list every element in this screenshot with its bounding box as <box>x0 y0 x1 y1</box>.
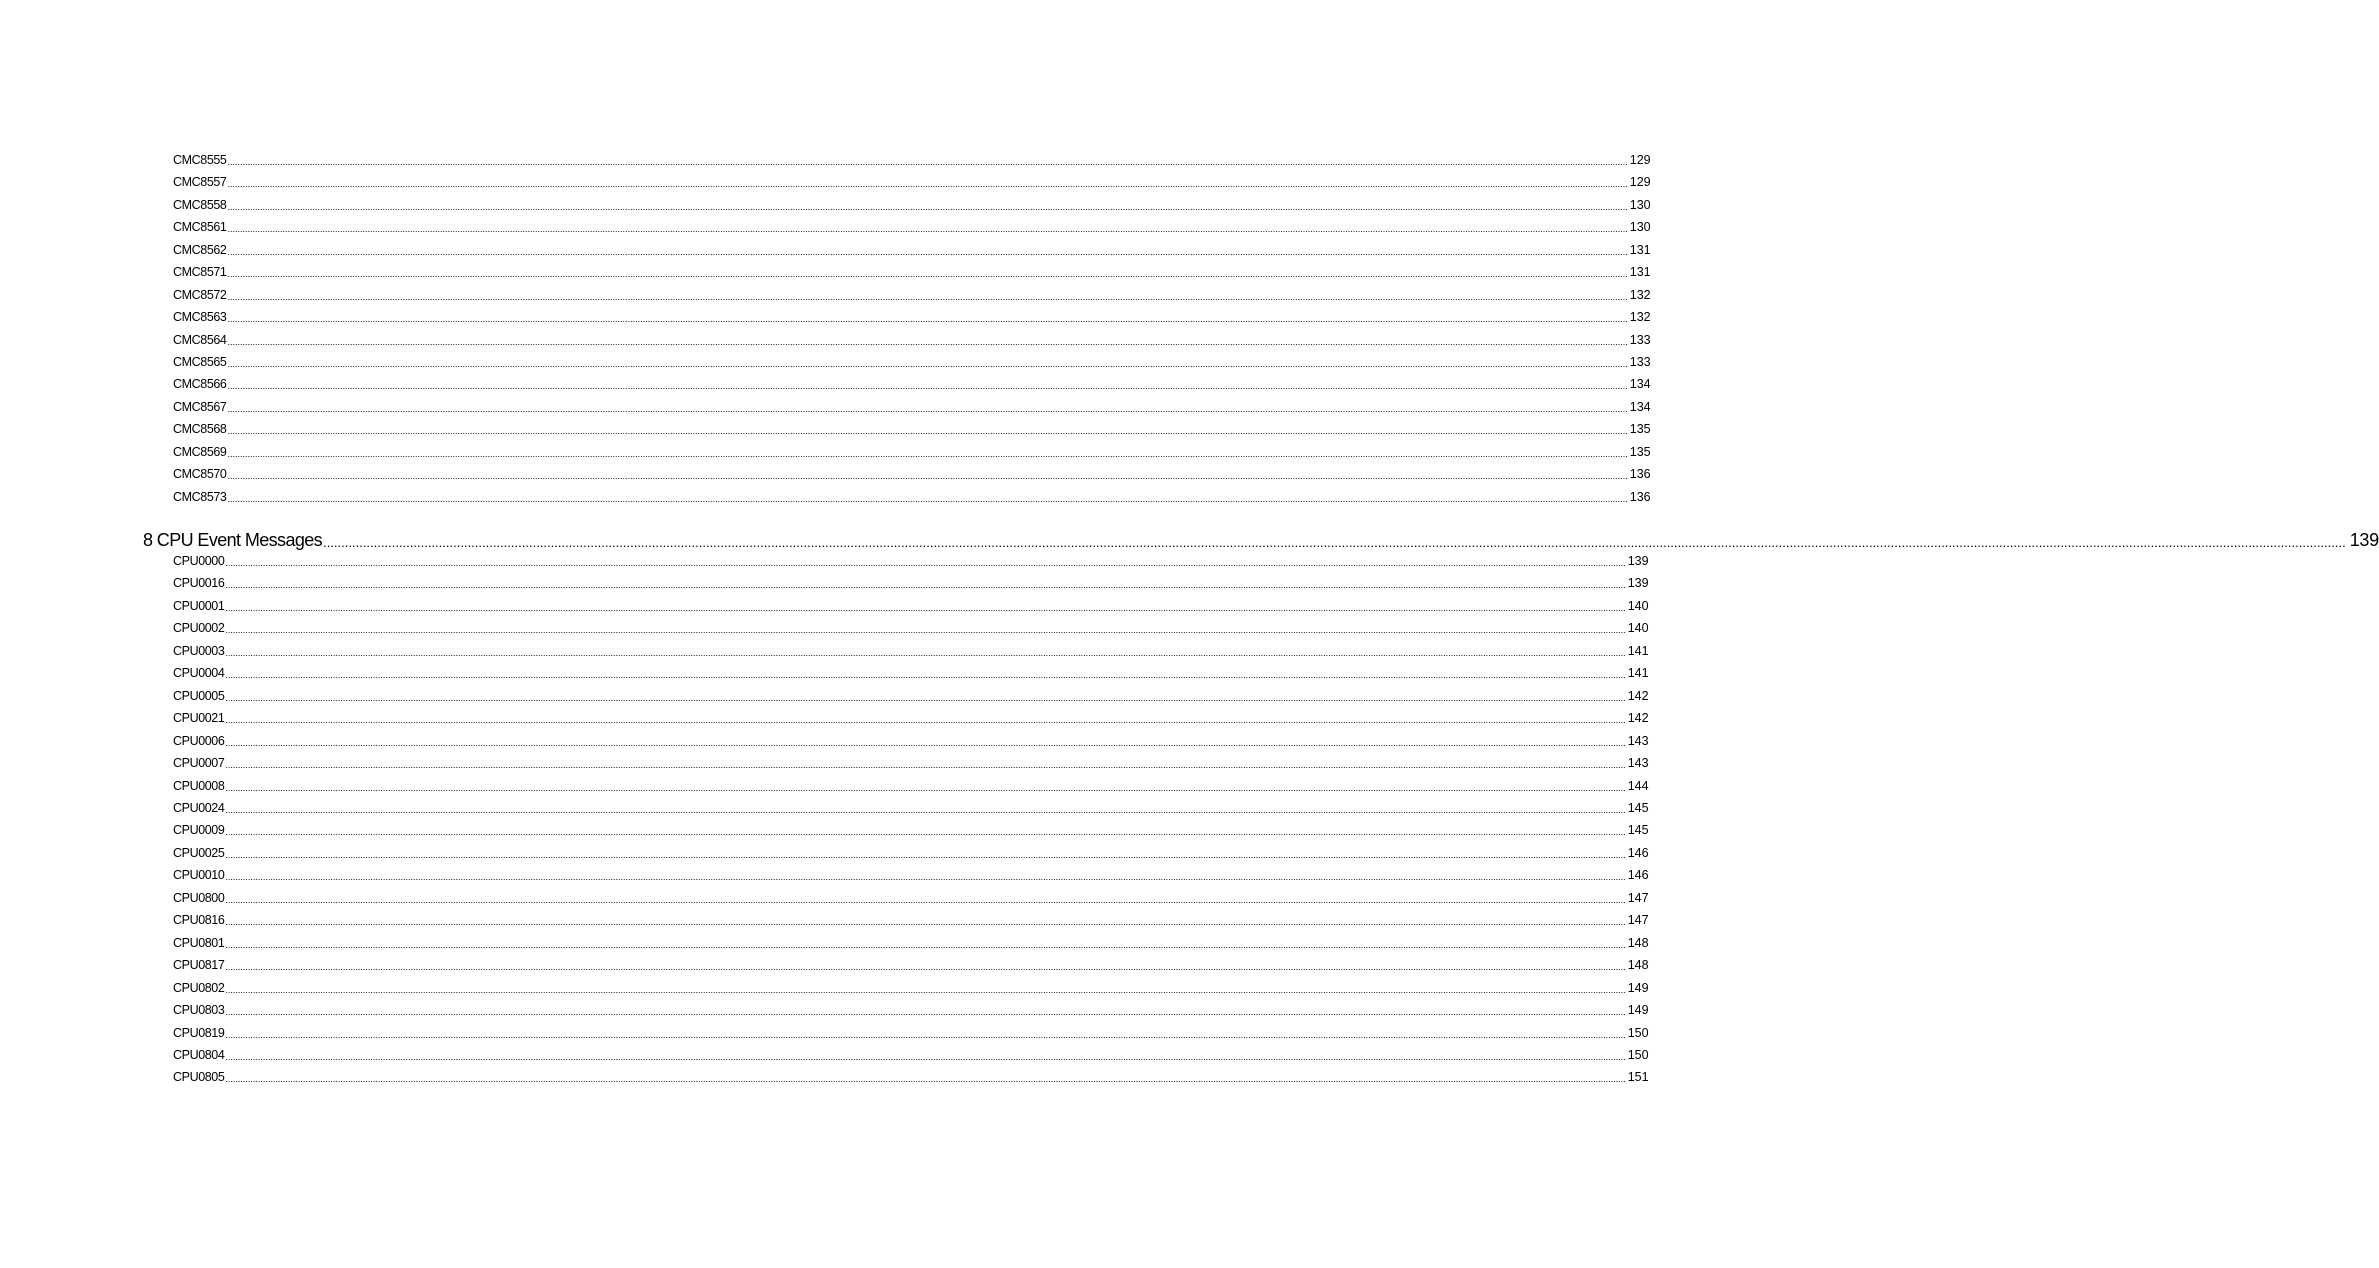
toc-leader-dots: ................................................................................................................................................................................................................................................................................................................................................................................................................................................................................................................................................................................ <box>227 292 1628 302</box>
toc-entry[interactable] <box>173 444 1651 460</box>
toc-entry[interactable] <box>173 620 1649 636</box>
toc-entry-page: 136 <box>1629 467 1651 481</box>
toc-entry-label: CMC8567 <box>173 400 227 414</box>
toc-entry[interactable] <box>173 332 1651 348</box>
toc-entry[interactable] <box>173 890 1649 906</box>
toc-entry[interactable] <box>173 399 1651 415</box>
toc-entry[interactable] <box>173 1069 1649 1085</box>
toc-entry-page: 133 <box>1629 355 1651 369</box>
toc-entry[interactable] <box>173 755 1649 771</box>
toc-leader-dots: ................................................................................................................................................................................................................................................................................................................................................................................................................................................................................................................................................................................ <box>227 247 1628 257</box>
toc-entry[interactable] <box>173 466 1651 482</box>
toc-leader-dots: ................................................................................................................................................................................................................................................................................................................................................................................................................................................................................................................................................................................ <box>225 648 1626 658</box>
toc-entry[interactable] <box>173 935 1649 951</box>
toc-leader-dots: ................................................................................................................................................................................................................................................................................................................................................................................................................................................................................................................................................................................ <box>227 179 1628 189</box>
toc-entry-page: 134 <box>1629 400 1651 414</box>
toc-entry-label: CPU0025 <box>173 846 225 860</box>
toc-entry-label: CMC8570 <box>173 467 227 481</box>
toc-leader-dots: ................................................................................................................................................................................................................................................................................................................................................................................................................................................................................................................................................................................ <box>225 895 1626 905</box>
toc-entry-label: CMC8572 <box>173 288 227 302</box>
toc-entry[interactable] <box>173 174 1651 190</box>
toc-entry[interactable] <box>173 287 1651 303</box>
toc-chapter-label: 8 CPU Event Messages <box>143 530 323 550</box>
toc-entry-label: CPU0801 <box>173 936 225 950</box>
toc-entry[interactable] <box>173 376 1651 392</box>
toc-leader-dots: ................................................................................................................................................................................................................................................................................................................................................................................................................................................................................................................................................................................ <box>227 202 1628 212</box>
toc-entry-page: 130 <box>1629 220 1651 234</box>
toc-entry-page: 139 <box>1627 554 1649 568</box>
toc-entry-page: 141 <box>1627 666 1649 680</box>
toc-leader-dots: ................................................................................................................................................................................................................................................................................................................................................................................................................................................................................................................................................................................ <box>227 359 1628 369</box>
toc-entry[interactable] <box>173 980 1649 996</box>
toc-entry-label: CPU0001 <box>173 599 225 613</box>
toc-entry-page: 129 <box>1629 175 1651 189</box>
toc-entry-label: CMC8565 <box>173 355 227 369</box>
toc-leader-dots: ................................................................................................................................................................................................................................................................................................................................................................................................................................................................................................................................................................................ <box>225 872 1626 882</box>
toc-entry-page: 142 <box>1627 689 1649 703</box>
toc-leader-dots: ................................................................................................................................................................................................................................................................................................................................................................................................................................................................................................................................................................................ <box>227 314 1628 324</box>
toc-entry-page: 135 <box>1629 422 1651 436</box>
toc-entry-label: CPU0005 <box>173 689 225 703</box>
toc-entry-label: CPU0024 <box>173 801 225 815</box>
toc-entry[interactable] <box>173 489 1651 505</box>
toc-entry-page: 132 <box>1629 288 1651 302</box>
toc-entry[interactable] <box>173 309 1651 325</box>
toc-entry[interactable] <box>173 242 1651 258</box>
toc-entry-page: 139 <box>1627 576 1649 590</box>
toc-entry[interactable] <box>173 800 1649 816</box>
toc-chapter-page: 139 <box>2349 530 2379 550</box>
toc-entry-label: CPU0805 <box>173 1070 225 1084</box>
toc-entry[interactable] <box>173 867 1649 883</box>
toc-leader-dots: ................................................................................................................................................................................................................................................................................................................................................................................................................................................................................................................................................................................ <box>225 670 1626 680</box>
toc-leader-dots: ................................................................................................................................................................................................................................................................................................................................................................................................................................................................................................................................................................................ <box>225 805 1626 815</box>
toc-leader-dots: ................................................................................................................................................................................................................................................................................................................................................................................................................................................................................................................................................................................ <box>225 827 1626 837</box>
toc-entry-label: CPU0008 <box>173 779 225 793</box>
toc-leader-dots: ................................................................................................................................................................................................................................................................................................................................................................................................................................................................................................................................................................................ <box>227 381 1628 391</box>
toc-entry-label: CPU0010 <box>173 868 225 882</box>
toc-entry-page: 150 <box>1627 1048 1649 1062</box>
toc-entry-label: CMC8564 <box>173 333 227 347</box>
toc-entry-label: CPU0802 <box>173 981 225 995</box>
toc-entry-label: CMC8561 <box>173 220 227 234</box>
toc-entry-page: 143 <box>1627 734 1649 748</box>
toc-entry[interactable] <box>173 152 1651 168</box>
toc-entry-page: 140 <box>1627 599 1649 613</box>
toc-entry-label: CPU0016 <box>173 576 225 590</box>
toc-entry-page: 148 <box>1627 958 1649 972</box>
toc-leader-dots: ................................................................................................................................................................................................................................................................................................................................................................................................................................................................................................................................................................................ <box>225 940 1626 950</box>
toc-entry[interactable] <box>173 957 1649 973</box>
toc-entry-label: CPU0007 <box>173 756 225 770</box>
toc-entry-page: 149 <box>1627 1003 1649 1017</box>
toc-entry-page: 151 <box>1627 1070 1649 1084</box>
toc-leader-dots: ................................................................................................................................................................................................................................................................................................................................................................................................................................................................................................................................................................................ <box>225 558 1626 568</box>
toc-entry-label: CPU0803 <box>173 1003 225 1017</box>
toc-entry[interactable] <box>173 354 1651 370</box>
toc-leader-dots: ................................................................................................................................................................................................................................................................................................................................................................................................................................................................................................................................................................................ <box>227 404 1628 414</box>
toc-leader-dots: ................................................................................................................................................................................................................................................................................................................................................................................................................................................................................................................................................................................ <box>225 962 1626 972</box>
toc-leader-dots: ................................................................................................................................................................................................................................................................................................................................................................................................................................................................................................................................................................................ <box>225 783 1626 793</box>
toc-entry-page: 136 <box>1629 490 1651 504</box>
toc-entry-page: 148 <box>1627 936 1649 950</box>
toc-entry-label: CPU0003 <box>173 644 225 658</box>
toc-entry[interactable] <box>173 598 1649 614</box>
toc-leader-dots: ................................................................................................................................................................................................................................................................................................................................................................................................................................................................................................................................................................................ <box>225 850 1626 860</box>
toc-entry-label: CPU0004 <box>173 666 225 680</box>
toc-entry[interactable] <box>173 421 1651 437</box>
toc-leader-dots: ................................................................................................................................................................................................................................................................................................................................................................................................................................................................................................................................................................................ <box>225 693 1626 703</box>
toc-entry-label: CPU0006 <box>173 734 225 748</box>
toc-leader-dots: ................................................................................................................................................................................................................................................................................................................................................................................................................................................................................................................................................................................ <box>227 449 1628 459</box>
toc-entry-label: CMC8573 <box>173 490 227 504</box>
toc-leader-dots: ................................................................................................................................................................................................................................................................................................................................................................................................................................................................................................................................................................................ <box>225 603 1626 613</box>
toc-entry-label: CMC8555 <box>173 153 227 167</box>
toc-entry-page: 130 <box>1629 198 1651 212</box>
toc-entry-page: 131 <box>1629 265 1651 279</box>
toc-entry[interactable] <box>173 710 1649 726</box>
toc-entry[interactable] <box>173 1002 1649 1018</box>
toc-leader-dots: ................................................................................................................................................................................................................................................................................................................................................................................................................................................................................................................................................................................ <box>227 269 1628 279</box>
toc-leader-dots: ................................................................................................................................................................................................................................................................................................................................................................................................................................................................................................................................................................................ <box>227 224 1628 234</box>
toc-leader-dots: ................................................................................................................................................................................................................................................................................................................................................................................................................................................................................................................................................................................ <box>225 1052 1626 1062</box>
toc-entry-page: 141 <box>1627 644 1649 658</box>
toc-entry[interactable] <box>173 553 1649 569</box>
toc-entry[interactable] <box>173 264 1651 280</box>
toc-entry-label: CPU0000 <box>173 554 225 568</box>
toc-leader-dots: ................................................................................................................................................................................................................................................................................................................................................................................................................................................................................................................................................................................ <box>225 985 1626 995</box>
toc-entry-label: CPU0817 <box>173 958 225 972</box>
toc-entry-page: 132 <box>1629 310 1651 324</box>
toc-entry-page: 147 <box>1627 891 1649 905</box>
toc-leader-dots: ................................................................................................................................................................................................................................................................................................................................................................................................................................................................................................................................................................................ <box>225 715 1626 725</box>
toc-entry[interactable] <box>173 665 1649 681</box>
toc-leader-dots: ................................................................................................................................................................................................................................................................................................................................................................................................................................................................................................................................................................................ <box>227 337 1628 347</box>
toc-entry-label: CMC8557 <box>173 175 227 189</box>
toc-leader-dots: ................................................................................................................................................................................................................................................................................................................................................................................................................................................................................................................................................................................ <box>225 580 1626 590</box>
toc-entry-page: 145 <box>1627 801 1649 815</box>
toc-entry[interactable] <box>173 575 1649 591</box>
toc-leader-dots: ................................................................................................................................................................................................................................................................................................................................................................................................................................................................................................................................................................................ <box>225 760 1626 770</box>
toc-entry-page: 145 <box>1627 823 1649 837</box>
toc-leader-dots: ................................................................................................................................................................................................................................................................................................................................................................................................................................................................................................................................................................................ <box>227 471 1628 481</box>
toc-leader-dots: ................................................................................................................................................................................................................................................................................................................................................................................................................................................................................................................................................................................ <box>227 157 1628 167</box>
toc-leader-dots: ................................................................................................................................................................................................................................................................................................................................................................................................................................................................................................................................................................................ <box>227 494 1628 504</box>
toc-entry-label: CPU0021 <box>173 711 225 725</box>
toc-entry-label: CPU0819 <box>173 1026 225 1040</box>
toc-entry-label: CMC8562 <box>173 243 227 257</box>
toc-entry-label: CMC8571 <box>173 265 227 279</box>
toc-entry[interactable] <box>173 733 1649 749</box>
toc-entry[interactable] <box>173 845 1649 861</box>
toc-entry-page: 133 <box>1629 333 1651 347</box>
toc-entry-page: 146 <box>1627 846 1649 860</box>
toc-entry[interactable] <box>173 219 1651 235</box>
toc-entry-page: 131 <box>1629 243 1651 257</box>
toc-entry-page: 142 <box>1627 711 1649 725</box>
toc-entry[interactable] <box>173 643 1649 659</box>
toc-entry-page: 140 <box>1627 621 1649 635</box>
toc-entry[interactable] <box>173 1025 1649 1041</box>
toc-leader-dots: ................................................................................................................................................................................................................................................................................................................................................................................................................................................................................................................................................................................ <box>225 1074 1626 1084</box>
toc-entry-page: 147 <box>1627 913 1649 927</box>
toc-entry[interactable] <box>173 912 1649 928</box>
toc-entry-label: CMC8563 <box>173 310 227 324</box>
toc-entry-label: CPU0816 <box>173 913 225 927</box>
toc-entry[interactable] <box>173 1047 1649 1063</box>
toc-leader-dots: ................................................................................................................................................................................................................................................................................................................................................................................................................................................................................................................................................................................ <box>225 1007 1626 1017</box>
toc-entry-label: CMC8558 <box>173 198 227 212</box>
toc-entry-page: 149 <box>1627 981 1649 995</box>
toc-entry[interactable] <box>173 822 1649 838</box>
toc-entry-label: CPU0002 <box>173 621 225 635</box>
toc-entry[interactable] <box>173 778 1649 794</box>
toc-chapter-heading[interactable] <box>143 529 2379 551</box>
toc-entry-label: CPU0009 <box>173 823 225 837</box>
toc-leader-dots: ................................................................................................................................................................................................................................................................................................................................................................................................................................................................................................................................................................................ <box>225 625 1626 635</box>
toc-entry-page: 134 <box>1629 377 1651 391</box>
toc-entry[interactable] <box>173 688 1649 704</box>
toc-entry-page: 144 <box>1627 779 1649 793</box>
toc-leader-dots: ................................................................................................................................................................................................................................................................................................................................................................................................................................................................................................................................................................................ <box>225 1030 1626 1040</box>
toc-entry-page: 135 <box>1629 445 1651 459</box>
toc-entry-label: CMC8569 <box>173 445 227 459</box>
toc-leader-dots: ................................................................................................................................................................................................................................................................................................................................................................................................................................................................................................................................................................................ <box>225 738 1626 748</box>
toc-entry-label: CMC8566 <box>173 377 227 391</box>
toc-entry-page: 150 <box>1627 1026 1649 1040</box>
toc-entry-label: CMC8568 <box>173 422 227 436</box>
toc-leader-dots: ................................................................................................................................................................................................................................................................................................................................................................................................................................................................................................................................................................................ <box>225 917 1626 927</box>
toc-leader-dots: ................................................................................................................................................................................................................................................................................................................................................................................................................................................................................................................................................................................ <box>323 535 2346 550</box>
toc-entry-label: CPU0804 <box>173 1048 225 1062</box>
toc-entry-page: 129 <box>1629 153 1651 167</box>
toc-entry-page: 143 <box>1627 756 1649 770</box>
toc-leader-dots: ................................................................................................................................................................................................................................................................................................................................................................................................................................................................................................................................................................................ <box>227 426 1628 436</box>
toc-entry-page: 146 <box>1627 868 1649 882</box>
toc-entry-label: CPU0800 <box>173 891 225 905</box>
toc-entry[interactable] <box>173 197 1651 213</box>
